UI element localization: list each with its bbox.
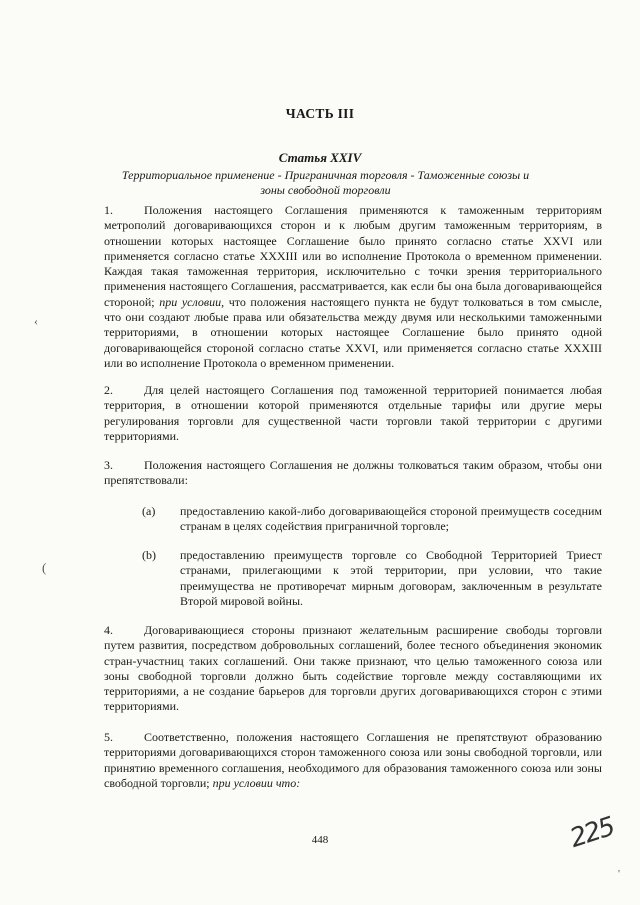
scan-mark: ' [618, 868, 620, 880]
paragraph-4 [104, 623, 602, 715]
paragraph-3 [104, 458, 602, 489]
subitem-label: (a) [142, 504, 156, 518]
subitem-b [104, 548, 602, 609]
subitem-label: (b) [142, 548, 156, 562]
paragraph-number: 5. [104, 730, 113, 744]
paragraph-text: Для целей настоящего Соглашения под таможенной территорией понимается любая территория, в отношении которой применяются отдельные тарифы или другие меры регулирования торговли для существенной части торговли такой территории с другими территориями. [104, 383, 602, 443]
paragraph-number: 4. [104, 623, 113, 637]
handwritten-number: 225 [566, 811, 618, 855]
paragraph-number: 1. [104, 203, 113, 217]
paragraph-text: Положения настоящего Соглашения не должны толковаться таким образом, чтобы они препятствовали: [104, 458, 602, 488]
part-title: ЧАСТЬ III [285, 106, 355, 121]
subitem-a [104, 504, 602, 535]
paragraph-number: 2. [104, 383, 113, 397]
paragraph-5 [104, 730, 602, 791]
article-title: Статья XXIV [278, 150, 362, 165]
paragraph-text: Договаривающиеся стороны признают желательным расширение свободы торговли путем развития, посредством добровольных соглашений, более тесного объединения экономик стран-участниц таких соглашений. Они также признают, что целью таможенного союза или зоны свободной торговли должно быть содействие торговле между составляющими их территориями, а не создание барьеров для торговли других договаривающихся сторон с этими территориями. [104, 623, 602, 714]
article-subtitle: Территориальное применение - Приграничная торговля - Таможенные союзы и зоны свободной торговли [121, 168, 530, 197]
paragraph-emphasis: при условии [159, 294, 222, 309]
paragraph-emphasis: при условии что: [212, 775, 301, 790]
paragraph-text: Положения настоящего Соглашения применяются к таможенным территориям метрополий договаривающихся сторон и к любым другим таможенным территориям, в отношении которых настоящее Соглашение было принято согласно статье XXVI или применяется согласно статье XXXIII или во исполнение Протокола о временном применении. Каждая такая таможенная территория, исключительно с точки зрения территориального применения настоящего Соглашения, рассматривается, как если бы она была договаривающейся стороной; [104, 203, 602, 309]
scan-mark: ( [42, 560, 47, 575]
paragraph-number: 3. [104, 458, 113, 472]
scan-mark: ‹ [34, 314, 38, 328]
subitem-text: предоставлению преимуществ торговле со Свободной Территорией Триест странами, прилегающими к этой территории, при условии, что такие преимущества не противоречат мирным договорам, заключенным в результате Второй мировой войны. [180, 548, 602, 608]
paragraph-text: , что положения настоящего пункта не будут толковаться в том смысле, что они создают любые права или обязательства между двумя или несколькими таможенными территориями, в отношении которых настоящее Соглашение было принято одной договаривающейся стороной согласно статье XXVI, или применяется согласно статье XXXIII или во исполнение Протокола о временном применении. [104, 294, 602, 370]
paragraph-1 [104, 203, 602, 371]
paragraph-text: Соответственно, положения настоящего Соглашения не препятствуют образованию территориями договаривающихся сторон таможенного союза или зоны свободной торговли, или принятию временного соглашения, необходимого для образования таможенного союза или зоны свободной торговли; [104, 730, 602, 790]
page-number: 448 [311, 834, 329, 846]
subitem-text: предоставлению какой-либо договаривающейся стороной преимуществ соседним странам в целях содействия приграничной торговле; [180, 504, 602, 534]
paragraph-2 [104, 383, 602, 444]
